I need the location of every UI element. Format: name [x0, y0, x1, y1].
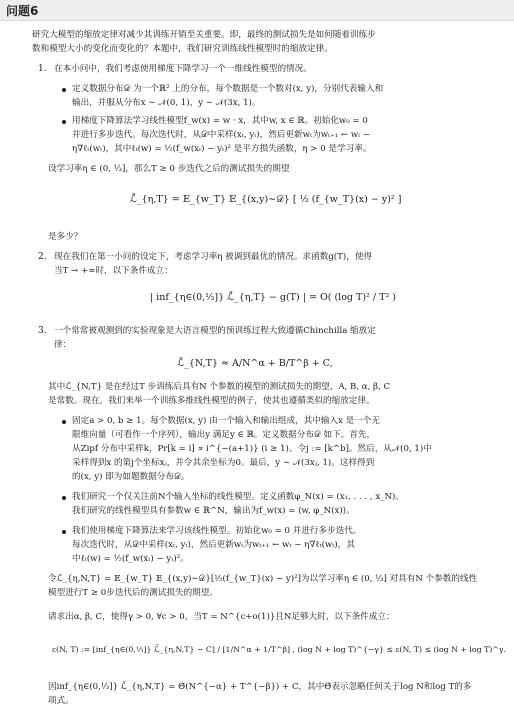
bullet-icon — [62, 530, 66, 534]
bullet-icon — [62, 496, 66, 500]
q3-b2-line: 我们研究一个仅关注前N个输入坐标的线性模型。定义函数φ_N(x) = (x₁, . . . , x_N)。 — [72, 492, 404, 502]
q3-b2-line: 我们研究的线性模型具有参数w ∈ ℝ^N，输出为f_w(x) = ⟨w, φ_N(x)⟩。 — [72, 506, 355, 516]
question-title: 问题6 — [6, 4, 39, 18]
q1-ask: 是多少？ — [48, 232, 83, 242]
q1-b2-line: 并进行多步迭代。每次迭代时，从𝒟中采样(xₜ, yₜ)，然后更新wₜ为wₜ₊₁ ← wₜ − — [72, 130, 371, 140]
q2-line: 当T → +∞时，以下条件成立： — [54, 266, 173, 276]
q3-define: 模型进行T ≥ 0步迭代后的测试损失的期望。 — [48, 588, 218, 598]
q1-b2-line: 用梯度下降算法学习线性模型f_w(x) = w · x，其中w, x ∈ ℝ。初始化w₀ = 0 — [72, 116, 368, 126]
q3-b3-line: 我们使用梯度下降算法来学习该线性模型。初始化w₀ = 0 并进行多步迭代。 — [72, 526, 362, 536]
q3-b1-line: 从Zipf 分布中采样k，Pr[k = i] ∝ i^{−(a+1)} (i ≥ 1)。令j := [k^b]。然后，从𝒩(0, 1)中 — [72, 444, 432, 454]
q3-b1-line: 的(x, y) 即为如题数据分布𝒟。 — [72, 472, 190, 482]
q3-b1-line: 限维向量（可看作一个序列），输出y 满足y ∈ ℝ。定义数据分布𝒟 如下。首先， — [72, 430, 376, 440]
q3-explain: 其中ℒ̄_{N,T} 是在经过T 步训练后具有N 个参数的模型的测试损失的期望，A, B, α, β, C — [48, 382, 391, 392]
q3-final-equation: ε(N, T) := [inf_{η∈(0,⅓]} ℒ̄_{η,N,T} − C] / [1/N^α + 1/T^β] , (log N + log T)^{−γ} ≤ ε(N, T) ≤ (log N + log T)^γ. — [52, 645, 506, 654]
bullet-icon — [62, 88, 66, 92]
intro-line: 研究大模型的缩放定律对减少其训练开销至关重要。即，最终的测试损失是如何随着训练步 — [32, 30, 376, 40]
q3-b3-line: 每次迭代时，从𝒟中采样(xₜ, yₜ)，然后更新wₜ为wₜ₊₁ ← wₜ − η∇ℓₜ(wₜ)，其 — [72, 540, 355, 550]
q3-ask: 请求出α, β, C，使得γ > 0, ∀c > 0，当T = N^{c+o(1)}且N足够大时，以下条件成立： — [48, 612, 395, 622]
q3-define: 令ℒ̄_{η,N,T} = 𝔼_{w_T} 𝔼_{(x,y)∼𝒟}[½(f_{w_T}(x) − y)²]为以学习率η ∈ (0, ⅓] 对具有N 个参数的线性 — [48, 574, 478, 584]
q3-number: 3. — [38, 326, 47, 336]
q2-number: 2. — [38, 252, 47, 262]
q3-line: 律： — [54, 340, 72, 350]
q1-number: 1. — [38, 64, 47, 74]
bullet-icon — [62, 420, 66, 424]
q3-b1-line: 固定a > 0, b ≥ 1。每个数据(x, y) 由一个输入和输出组成，其中输入x 是一个无 — [72, 416, 380, 426]
question-header — [0, 0, 514, 21]
q2-line: 现在我们在第一小问的设定下，考虑学习率η 被调到最优的情况。求函数g(T)，使得 — [54, 252, 373, 262]
q1-b2-line: η∇ℓₜ(wₜ)，其中ℓₜ(w) = ½(f_w(xₜ) − yₜ)² 是平方损失函数，η > 0 是学习率。 — [72, 144, 372, 154]
q1-lead: 在本小问中，我们考虑使用梯度下降学习一个一维线性模型的情况。 — [54, 64, 312, 74]
q3-conclusion: 因inf_{η∈(0,⅓]} ℒ̄_{η,N,T} = Θ̃(N^{−α} + T^{−β}) + C，其中Θ̃表示忽略任何关于log N和log T的多 — [48, 682, 472, 692]
q3-line: 一个常常被观测到的实验现象是大语言模型的预训练过程大致遵循Chinchilla 缩放定 — [54, 326, 376, 336]
q3-b1-line: 采样得到x 的第j个坐标xⱼ，并令其余坐标为0。最后，y ∼ 𝒩(3xⱼ, 1)。这样得到 — [72, 458, 375, 468]
q3-explain: 是常数。现在，我们来举一个训练多维线性模型的例子，使其也遵循类似的缩放定律。 — [48, 396, 375, 406]
q1-b1-line: 输出，并服从分布x ∼ 𝒩(0, 1)，y ∼ 𝒩(3x, 1)。 — [72, 98, 261, 108]
q3-b3-line: 中ℓₜ(w) = ½(f_w(xₜ) − yₜ)²。 — [72, 554, 189, 564]
q3-conclusion: 项式。 — [48, 696, 74, 706]
intro-line: 数和模型大小的变化而变化的？本题中，我们研究训练线性模型时的缩放定律。 — [32, 44, 333, 54]
bullet-icon — [62, 120, 66, 124]
q1-equation: ℒ̄_{η,T} = 𝔼_{w_T} 𝔼_{(x,y)∼𝒟} [ ½ (f_{w_T}(x) − y)² ] — [130, 194, 402, 205]
q2-equation: | inf_{η∈(0,⅓]} ℒ̄_{η,T} − g(T) | = O( (log T)² / T² ) — [150, 292, 396, 303]
q3-equation: ℒ̄_{N,T} ≈ A/N^α + B/T^β + C, — [177, 358, 333, 369]
q1-b1-line: 定义数据分布𝒟 为一个ℝ² 上的分布，每个数据是一个数对(x, y)，分别代表输入和 — [72, 84, 384, 94]
q1-setup: 设学习率η ∈ (0, ⅓]，那么T ≥ 0 步迭代之后的测试损失的期望 — [48, 164, 290, 174]
